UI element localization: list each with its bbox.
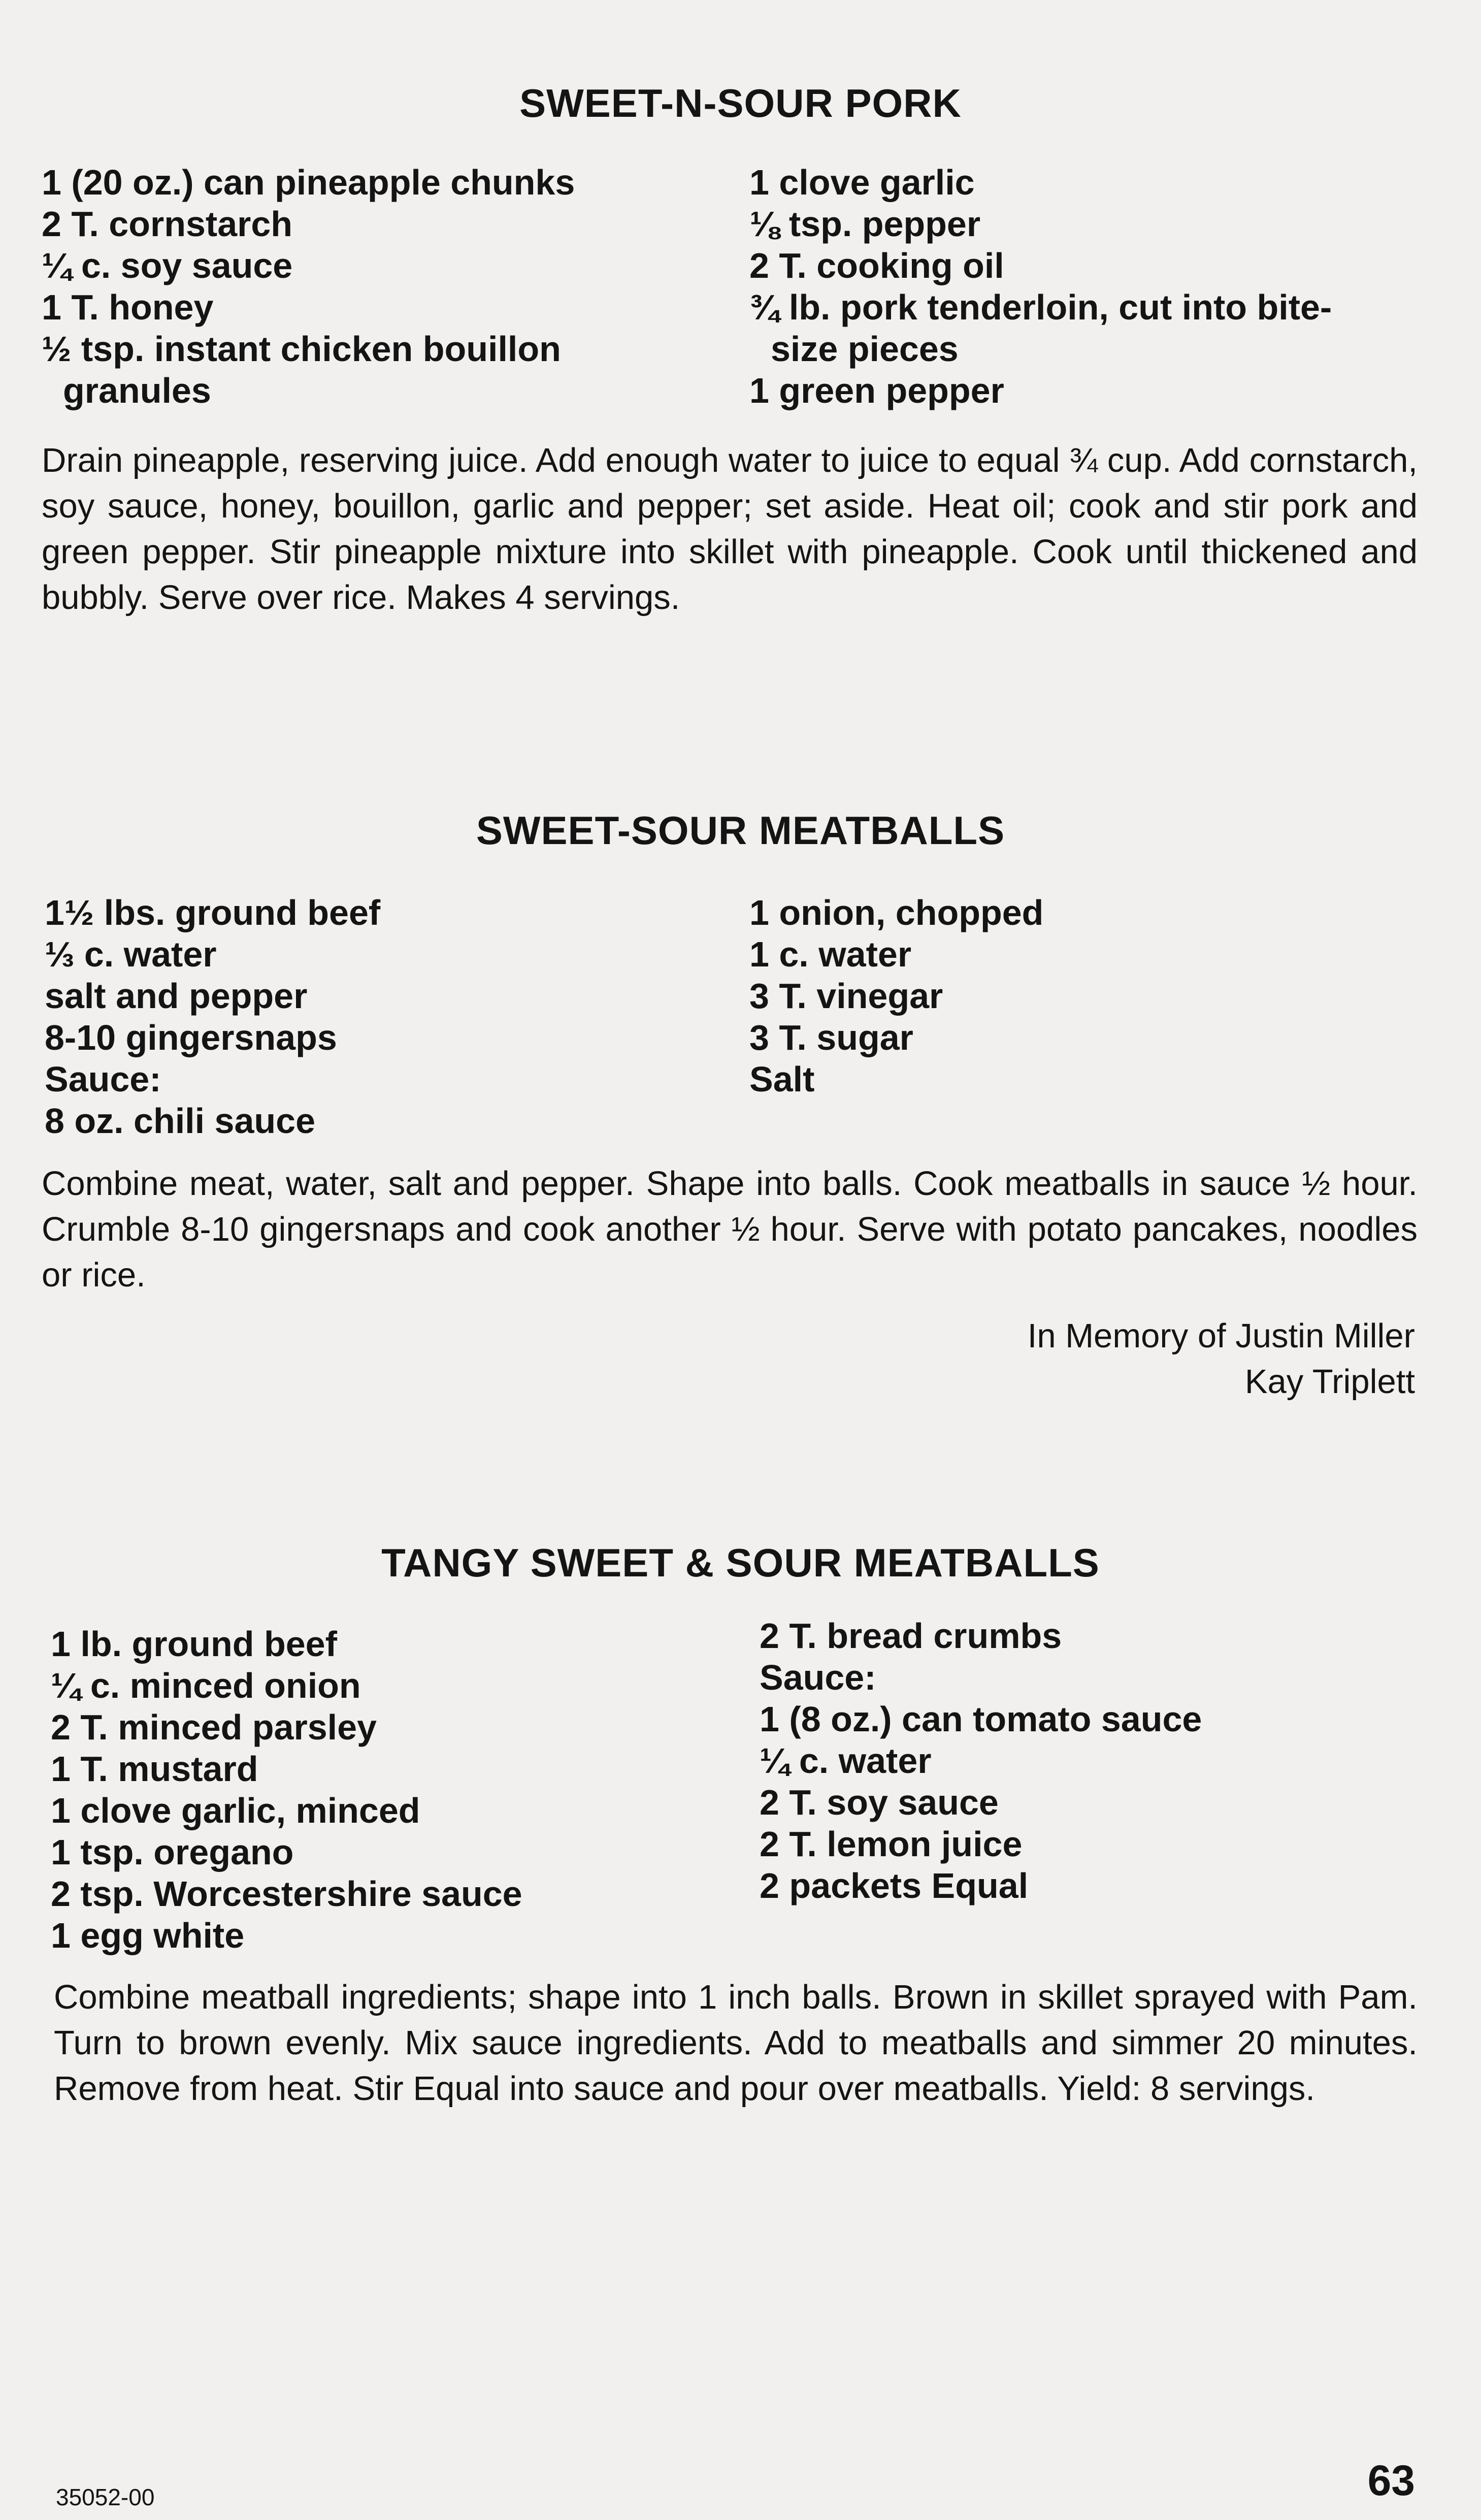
ingredient-item: 2 packets Equal xyxy=(760,1866,1029,1905)
ingredient-item: 8-10 gingersnaps xyxy=(45,1018,337,1057)
recipe-directions: Combine meat, water, salt and pepper. Shape into balls. Cook meatballs in sauce ½ hour. Crumble 8-10 gingersnaps and cook another ½ hour. Serve with potato pancakes, noodles or rice. xyxy=(42,1165,1418,1294)
ingredient-item: ⅛ tsp. pepper xyxy=(749,204,981,244)
ingredient-item: 1 T. honey xyxy=(42,287,214,327)
ingredient-item: 1 (8 oz.) can tomato sauce xyxy=(760,1699,1202,1739)
ingredients-right-column xyxy=(760,1615,1202,1907)
ingredient-item: ½ tsp. instant chicken bouillon xyxy=(42,329,561,369)
recipe-directions: Drain pineapple, reserving juice. Add enough water to juice to equal ¾ cup. Add cornstarch, soy sauce, honey, bouillon, garlic and pepper; set aside. Heat oil; cook and stir pork and green pepper. Stir pineapple mixture into skillet with pineapple. Cook until thickened and bubbly. Serve over rice. Makes 4 servings. xyxy=(42,441,1418,617)
ingredient-item: 2 T. lemon juice xyxy=(760,1824,1023,1864)
ingredient-item: 1 clove garlic, minced xyxy=(51,1791,420,1830)
ingredient-item: 1 T. mustard xyxy=(51,1749,258,1789)
ingredient-item: 2 tsp. Worcestershire sauce xyxy=(51,1874,522,1914)
recipe-title-sweet-sour-meatballs: SWEET-SOUR MEATBALLS xyxy=(476,808,1005,853)
ingredient-item: size pieces xyxy=(771,329,959,369)
ingredient-item: granules xyxy=(63,371,211,410)
credit-memorial: In Memory of Justin Miller xyxy=(1027,1317,1415,1355)
ingredient-item: 2 T. cooking oil xyxy=(749,246,1004,285)
credit-author: Kay Triplett xyxy=(1244,1363,1415,1401)
ingredient-item: Salt xyxy=(749,1059,815,1099)
ingredient-item: 1 (20 oz.) can pineapple chunks xyxy=(42,163,575,202)
ingredient-item: 1 tsp. oregano xyxy=(51,1832,294,1872)
ingredients-right-column xyxy=(749,892,1043,1100)
ingredient-item: Sauce: xyxy=(45,1059,161,1099)
ingredient-item: Sauce: xyxy=(760,1658,876,1697)
ingredient-item: 2 T. bread crumbs xyxy=(760,1616,1062,1656)
ingredient-item: 2 T. cornstarch xyxy=(42,204,293,244)
ingredients-right-column xyxy=(749,161,1332,411)
ingredient-item: 3 T. sugar xyxy=(749,1018,913,1057)
ingredients-left-column xyxy=(45,892,380,1142)
ingredients-left-column xyxy=(51,1623,522,1956)
ingredient-item: 8 oz. chili sauce xyxy=(45,1101,315,1141)
ingredient-item: ⅓ c. water xyxy=(45,934,217,974)
ingredient-item: 1 lb. ground beef xyxy=(51,1624,337,1664)
ingredient-item: 1 egg white xyxy=(51,1916,245,1955)
recipe-directions: Combine meatball ingredients; shape into 1 inch balls. Brown in skillet sprayed with Pam. Turn to brown evenly. Mix sauce ingredients. Add to meatballs and simmer 20 minutes. Remove from heat. Stir Equal into sauce and pour over meatballs. Yield: 8 servings. xyxy=(54,1978,1418,2108)
ingredients-left-column xyxy=(42,161,575,411)
recipe-title-sweet-n-sour-pork: SWEET-N-SOUR PORK xyxy=(519,81,962,125)
page-number: 63 xyxy=(1367,2457,1415,2504)
ingredient-item: 1½ lbs. ground beef xyxy=(45,893,381,932)
ingredient-item: 1 onion, chopped xyxy=(749,893,1044,932)
ingredient-item: 1 green pepper xyxy=(749,371,1004,410)
ingredient-item: salt and pepper xyxy=(45,976,308,1016)
ingredient-item: ¼ c. minced onion xyxy=(51,1666,361,1705)
footer-code: 35052-00 xyxy=(56,2484,155,2510)
ingredient-item: 1 clove garlic xyxy=(749,163,975,202)
ingredient-item: ¾ lb. pork tenderloin, cut into bite- xyxy=(749,287,1332,327)
ingredient-item: 1 c. water xyxy=(749,934,912,974)
ingredient-item: 2 T. soy sauce xyxy=(760,1783,999,1822)
ingredient-item: ¼ c. water xyxy=(760,1741,932,1781)
recipe-credit xyxy=(1028,1313,1415,1405)
ingredient-item: 3 T. vinegar xyxy=(749,976,943,1016)
ingredient-item: 2 T. minced parsley xyxy=(51,1707,377,1747)
ingredient-item: ¼ c. soy sauce xyxy=(42,246,293,285)
recipe-title-tangy-sweet-sour-meatballs: TANGY SWEET & SOUR MEATBALLS xyxy=(381,1540,1100,1585)
